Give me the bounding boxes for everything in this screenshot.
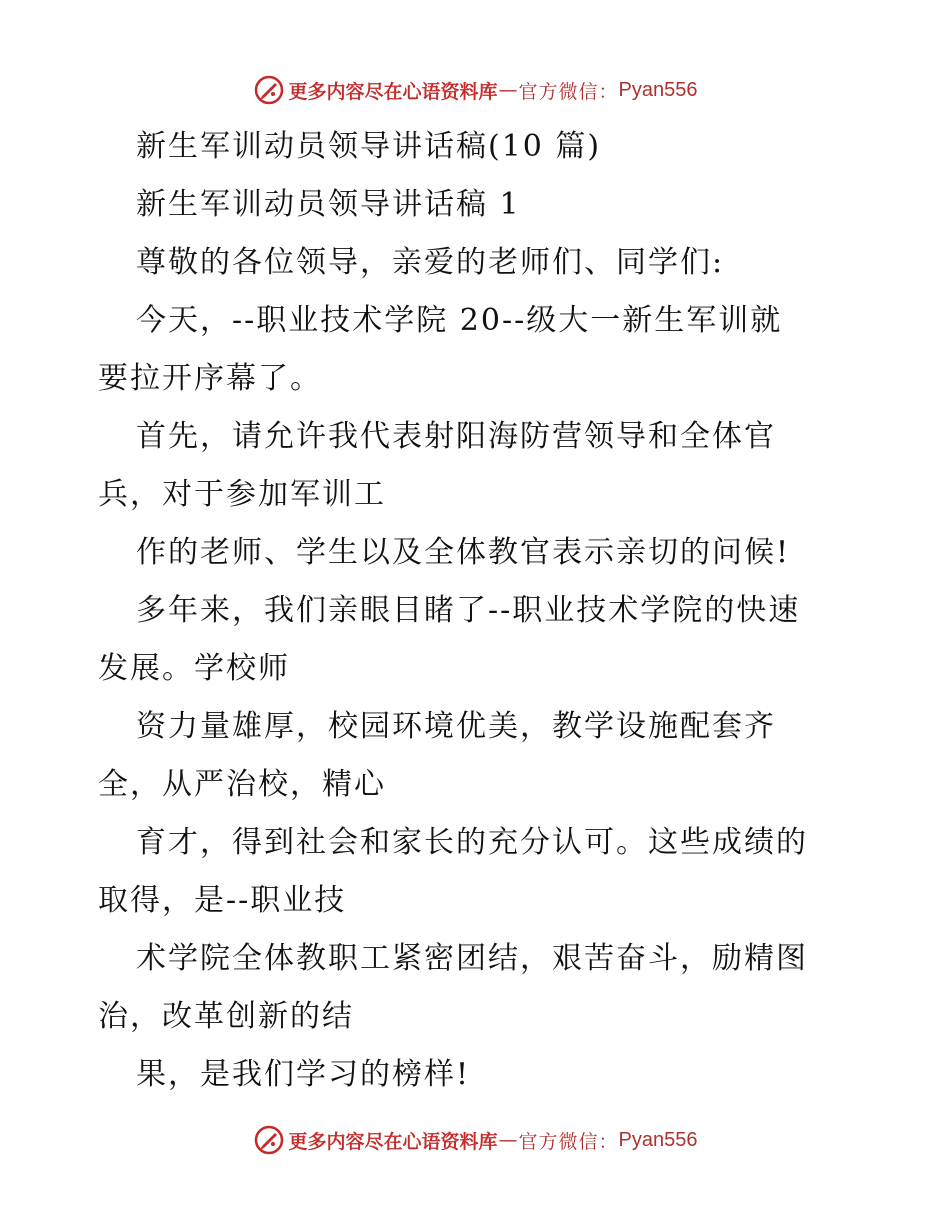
text-line: 尊敬的各位领导，亲爱的老师们、同学们: xyxy=(136,245,725,280)
text-line: 兵，对于参加军训工 xyxy=(98,477,386,512)
text-line: 治，改革创新的结 xyxy=(98,999,354,1034)
header-watermark xyxy=(0,72,950,108)
footer-watermark xyxy=(0,1122,950,1158)
text-line: 果，是我们学习的榜样! xyxy=(136,1057,471,1092)
watermark-label: 官方微信： xyxy=(518,80,619,103)
watermark-dash: — xyxy=(498,1129,518,1151)
document-body xyxy=(98,118,858,1104)
watermark-text: 更多内容尽在心语资料库 xyxy=(288,1130,498,1153)
watermark-id: Pyan556 xyxy=(618,1128,698,1151)
text-line: 今天，--职业技术学院 20--级大一新生军训就 xyxy=(136,303,783,338)
text-line: 术学院全体教职工紧密团结，艰苦奋斗，励精图 xyxy=(136,941,808,976)
text-line: 作的老师、学生以及全体教官表示亲切的问候! xyxy=(136,535,791,570)
watermark-text: 更多内容尽在心语资料库 xyxy=(288,80,498,103)
text-line: 取得，是--职业技 xyxy=(98,883,347,918)
quill-pen-logo-icon xyxy=(253,1124,285,1156)
text-line: 全，从严治校，精心 xyxy=(98,767,386,802)
text-line: 发展。学校师 xyxy=(98,651,290,686)
document-title: 新生军训动员领导讲话稿(10 篇) xyxy=(136,129,602,164)
watermark-dash: — xyxy=(498,79,518,101)
text-line: 首先，请允许我代表射阳海防营领导和全体官 xyxy=(136,419,776,454)
quill-pen-logo-icon xyxy=(253,74,285,106)
document-subtitle: 新生军训动员领导讲话稿 1 xyxy=(136,187,521,222)
watermark-id: Pyan556 xyxy=(618,78,698,101)
text-line: 育才，得到社会和家长的充分认可。这些成绩的 xyxy=(136,825,808,860)
text-line: 资力量雄厚，校园环境优美，教学设施配套齐 xyxy=(136,709,776,744)
text-line: 要拉开序幕了。 xyxy=(98,361,322,396)
text-line: 多年来，我们亲眼目睹了--职业技术学院的快速 xyxy=(136,593,801,628)
watermark-label: 官方微信： xyxy=(518,1130,619,1153)
